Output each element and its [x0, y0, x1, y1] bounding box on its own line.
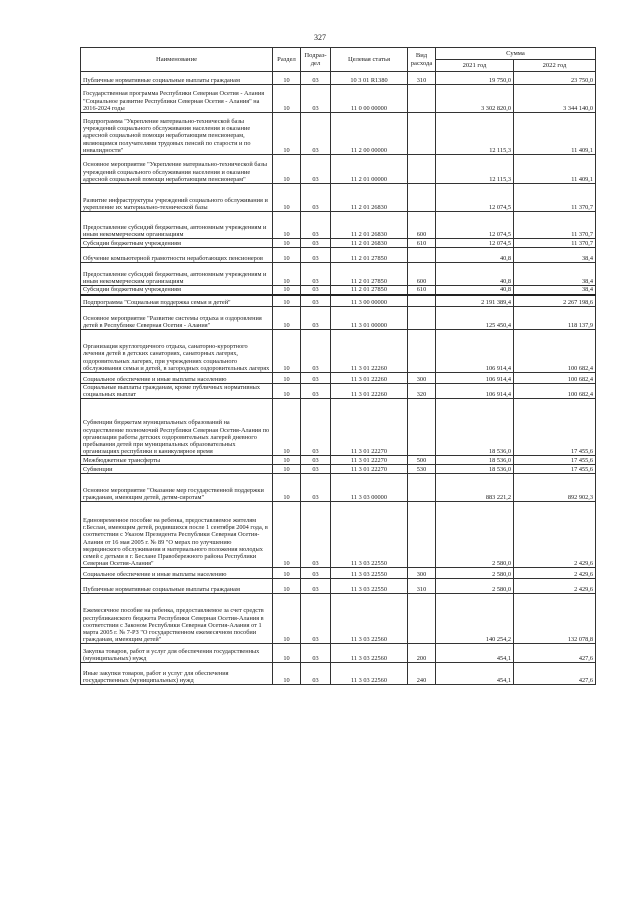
- row-subsection: 03: [301, 594, 331, 644]
- row-amount-2021: 18 536,0: [436, 456, 514, 465]
- row-expense-type: [408, 474, 436, 502]
- page-number: 327: [314, 33, 326, 42]
- row-subsection: 03: [301, 155, 331, 184]
- row-subsection: 03: [301, 113, 331, 155]
- row-expense-type: 240: [408, 663, 436, 685]
- row-name: Публичные нормативные социальные выплаты гражданам: [81, 579, 273, 594]
- table-row: [81, 295, 596, 307]
- row-target: 11 3 01 22260: [331, 373, 408, 384]
- row-subsection: 03: [301, 212, 331, 239]
- row-name: Ежемесячное пособие на ребенка, предоставляемое за счет средств республиканского бюджета Республики Северная Осетия-Алания в соответствии с Законом Республики Северная Осетия-Алания от 1 марта 2005 г. № 7-РЗ "О государственном ежемесячном пособии гражданам, имеющим детей": [81, 594, 273, 644]
- row-amount-2022: 23 750,0: [514, 72, 596, 85]
- row-subsection: 03: [301, 384, 331, 399]
- row-section: 10: [273, 474, 301, 502]
- table-row: [81, 456, 596, 465]
- row-expense-type: 200: [408, 644, 436, 663]
- row-subsection: 03: [301, 85, 331, 113]
- header-year-2022: 2022 год: [514, 60, 596, 72]
- row-name: Иные закупки товаров, работ и услуг для обеспечения государственных (муниципальных) нужд: [81, 663, 273, 685]
- row-amount-2021: 19 750,0: [436, 72, 514, 85]
- header-expense-type: Вид расхода: [408, 48, 436, 72]
- row-amount-2022: 118 137,9: [514, 307, 596, 330]
- row-section: 10: [273, 502, 301, 568]
- header-section: Раздел: [273, 48, 301, 72]
- row-section: 10: [273, 307, 301, 330]
- row-name: Закупка товаров, работ и услуг для обеспечения государственных (муниципальных) нужд: [81, 644, 273, 663]
- header-target: Целевая статья: [331, 48, 408, 72]
- table-row: [81, 502, 596, 568]
- row-subsection: 03: [301, 184, 331, 212]
- row-amount-2022: 38,4: [514, 286, 596, 295]
- row-amount-2021: 125 450,4: [436, 307, 514, 330]
- row-target: 11 3 01 22260: [331, 330, 408, 373]
- table-row: [81, 155, 596, 184]
- row-target: 11 3 01 22270: [331, 399, 408, 456]
- table-row: [81, 239, 596, 248]
- table-body: [81, 72, 596, 685]
- row-amount-2022: 100 682,4: [514, 373, 596, 384]
- row-subsection: 03: [301, 644, 331, 663]
- row-name: Единовременное пособие на ребенка, предоставляемое жителям г.Беслан, имеющим детей, родившихся после 1 сентября 2004 года, в соответствии с Указом Президента Республики Северная Осетия-Алания от 16 мая 2005 г. № 89 "О мерах по улучшению медицинского обслуживания и материального положения молодых семей с детьми в г. Беслане Правобережного района Республики Северная Осетия-Алания": [81, 502, 273, 568]
- row-amount-2022: 427,6: [514, 663, 596, 685]
- table-row: [81, 286, 596, 295]
- row-name: Предоставление субсидий бюджетным, автономным учреждениям и иным некоммерческим организациям: [81, 212, 273, 239]
- row-expense-type: 300: [408, 373, 436, 384]
- row-target: 11 3 01 22270: [331, 456, 408, 465]
- row-target: 11 2 01 26830: [331, 184, 408, 212]
- row-section: 10: [273, 594, 301, 644]
- row-amount-2021: 106 914,4: [436, 330, 514, 373]
- row-subsection: 03: [301, 72, 331, 85]
- row-amount-2022: 892 902,3: [514, 474, 596, 502]
- row-subsection: 03: [301, 502, 331, 568]
- row-section: 10: [273, 155, 301, 184]
- row-subsection: 03: [301, 456, 331, 465]
- row-target: 11 3 00 00000: [331, 295, 408, 307]
- row-amount-2022: 2 429,6: [514, 502, 596, 568]
- row-name: Социальные выплаты гражданам, кроме публичных нормативных социальных выплат: [81, 384, 273, 399]
- row-amount-2021: 40,8: [436, 263, 514, 286]
- row-section: 10: [273, 263, 301, 286]
- row-amount-2021: 12 074,5: [436, 239, 514, 248]
- row-section: 10: [273, 286, 301, 295]
- row-target: 11 2 01 27850: [331, 263, 408, 286]
- row-expense-type: [408, 155, 436, 184]
- row-section: 10: [273, 212, 301, 239]
- table-row: [81, 184, 596, 212]
- table-row: [81, 399, 596, 456]
- row-name: Подпрограмма "Укрепление материально-технической базы учреждений социального обслуживания населения и оказание адресной социальной помощи неработающим пенсионерам, являющимся получателями трудовых пенсий по старости и по инвалидности": [81, 113, 273, 155]
- row-amount-2021: 883 221,2: [436, 474, 514, 502]
- row-section: 10: [273, 663, 301, 685]
- row-subsection: 03: [301, 373, 331, 384]
- row-expense-type: [408, 184, 436, 212]
- table-row: [81, 248, 596, 263]
- row-subsection: 03: [301, 330, 331, 373]
- header-name: Наименование: [81, 48, 273, 72]
- row-amount-2022: 100 682,4: [514, 330, 596, 373]
- row-amount-2022: 17 455,6: [514, 399, 596, 456]
- row-section: 10: [273, 384, 301, 399]
- row-section: 10: [273, 295, 301, 307]
- row-amount-2022: 11 370,7: [514, 184, 596, 212]
- row-section: 10: [273, 248, 301, 263]
- row-target: 11 0 00 00000: [331, 85, 408, 113]
- table-row: [81, 373, 596, 384]
- row-amount-2022: 38,4: [514, 263, 596, 286]
- row-amount-2022: 3 344 140,0: [514, 85, 596, 113]
- table-row: [81, 85, 596, 113]
- row-expense-type: [408, 399, 436, 456]
- row-expense-type: [408, 295, 436, 307]
- row-name: Развитие инфраструктуры учреждений социального обслуживания и укрепление их материально-технической базы: [81, 184, 273, 212]
- row-expense-type: 300: [408, 568, 436, 579]
- header-sum: Сумма: [436, 48, 596, 60]
- row-section: 10: [273, 644, 301, 663]
- table-row: [81, 263, 596, 286]
- row-name: Основное мероприятие "Развитие системы отдыха и оздоровления детей в Республике Северная Осетия - Алания": [81, 307, 273, 330]
- row-expense-type: 610: [408, 286, 436, 295]
- row-subsection: 03: [301, 286, 331, 295]
- row-amount-2021: 2 580,0: [436, 568, 514, 579]
- table-row: [81, 330, 596, 373]
- row-target: 11 3 03 22560: [331, 594, 408, 644]
- row-target: 11 2 01 26830: [331, 239, 408, 248]
- row-section: 10: [273, 72, 301, 85]
- row-target: 11 3 01 22260: [331, 384, 408, 399]
- row-section: 10: [273, 113, 301, 155]
- row-expense-type: [408, 594, 436, 644]
- row-amount-2022: 132 078,8: [514, 594, 596, 644]
- row-name: Социальное обеспечение и иные выплаты населению: [81, 568, 273, 579]
- row-subsection: 03: [301, 295, 331, 307]
- row-amount-2021: 454,1: [436, 663, 514, 685]
- row-expense-type: 310: [408, 72, 436, 85]
- table-row: [81, 594, 596, 644]
- row-expense-type: [408, 307, 436, 330]
- table-row: [81, 465, 596, 474]
- row-name: Межбюджетные трансферты: [81, 456, 273, 465]
- row-name: Социальное обеспечение и иные выплаты населению: [81, 373, 273, 384]
- row-target: 11 2 01 00000: [331, 155, 408, 184]
- row-expense-type: 320: [408, 384, 436, 399]
- row-amount-2022: 2 429,6: [514, 568, 596, 579]
- row-amount-2021: 2 580,0: [436, 502, 514, 568]
- row-amount-2022: 11 409,1: [514, 113, 596, 155]
- row-subsection: 03: [301, 663, 331, 685]
- row-amount-2021: 18 536,0: [436, 399, 514, 456]
- row-amount-2021: 40,8: [436, 286, 514, 295]
- row-amount-2021: 3 302 820,0: [436, 85, 514, 113]
- table-row: [81, 568, 596, 579]
- row-expense-type: 500: [408, 456, 436, 465]
- row-amount-2022: 11 370,7: [514, 212, 596, 239]
- row-subsection: 03: [301, 307, 331, 330]
- row-amount-2021: 2 580,0: [436, 579, 514, 594]
- row-amount-2021: 40,8: [436, 248, 514, 263]
- header-year-2021: 2021 год: [436, 60, 514, 72]
- row-target: 11 3 03 22550: [331, 502, 408, 568]
- row-amount-2022: 17 455,6: [514, 456, 596, 465]
- row-target: 11 3 03 22560: [331, 663, 408, 685]
- row-name: Субсидии бюджетным учреждениям: [81, 286, 273, 295]
- table-row: [81, 579, 596, 594]
- row-subsection: 03: [301, 465, 331, 474]
- row-amount-2022: 17 455,6: [514, 465, 596, 474]
- row-amount-2021: 18 536,0: [436, 465, 514, 474]
- row-amount-2022: 2 267 198,6: [514, 295, 596, 307]
- row-subsection: 03: [301, 474, 331, 502]
- row-amount-2022: 427,6: [514, 644, 596, 663]
- table-row: [81, 212, 596, 239]
- row-section: 10: [273, 184, 301, 212]
- row-amount-2022: 11 409,1: [514, 155, 596, 184]
- row-amount-2021: 12 115,3: [436, 155, 514, 184]
- row-target: 11 3 03 22560: [331, 644, 408, 663]
- row-target: 11 2 01 27850: [331, 286, 408, 295]
- row-section: 10: [273, 456, 301, 465]
- row-name: Обучение компьютерной грамотности неработающих пенсионеров: [81, 248, 273, 263]
- row-section: 10: [273, 465, 301, 474]
- row-amount-2021: 12 074,5: [436, 212, 514, 239]
- table-row: [81, 474, 596, 502]
- row-section: 10: [273, 568, 301, 579]
- row-target: 11 3 03 00000: [331, 474, 408, 502]
- row-section: 10: [273, 373, 301, 384]
- row-amount-2022: 2 429,6: [514, 579, 596, 594]
- row-target: 11 2 00 00000: [331, 113, 408, 155]
- table-row: [81, 113, 596, 155]
- row-expense-type: [408, 502, 436, 568]
- row-section: 10: [273, 85, 301, 113]
- row-expense-type: 600: [408, 263, 436, 286]
- row-subsection: 03: [301, 248, 331, 263]
- row-name: Субсидии бюджетным учреждениям: [81, 239, 273, 248]
- row-name: Основное мероприятие "Оказание мер государственной поддержки гражданам, имеющим детей, детям-сиротам": [81, 474, 273, 502]
- row-section: 10: [273, 239, 301, 248]
- row-subsection: 03: [301, 399, 331, 456]
- row-target: 11 3 01 00000: [331, 307, 408, 330]
- row-amount-2021: 140 254,2: [436, 594, 514, 644]
- row-section: 10: [273, 579, 301, 594]
- row-subsection: 03: [301, 568, 331, 579]
- row-amount-2022: 38,4: [514, 248, 596, 263]
- row-name: Публичные нормативные социальные выплаты гражданам: [81, 72, 273, 85]
- row-section: 10: [273, 399, 301, 456]
- row-amount-2021: 454,1: [436, 644, 514, 663]
- row-target: 11 3 01 22270: [331, 465, 408, 474]
- row-expense-type: 530: [408, 465, 436, 474]
- row-expense-type: 310: [408, 579, 436, 594]
- row-target: 10 3 01 R1380: [331, 72, 408, 85]
- row-subsection: 03: [301, 579, 331, 594]
- row-expense-type: [408, 85, 436, 113]
- table-row: [81, 663, 596, 685]
- table-row: [81, 307, 596, 330]
- row-subsection: 03: [301, 239, 331, 248]
- row-amount-2021: 106 914,4: [436, 373, 514, 384]
- row-name: Субвенции: [81, 465, 273, 474]
- header-subsection: Подраз-дел: [301, 48, 331, 72]
- row-subsection: 03: [301, 263, 331, 286]
- row-target: 11 2 01 26830: [331, 212, 408, 239]
- table-row: [81, 644, 596, 663]
- row-name: Предоставление субсидий бюджетным, автономным учреждениям и иным некоммерческим организациям: [81, 263, 273, 286]
- row-name: Основное мероприятие "Укрепление материально-технической базы учреждений социального обслуживания населения и оказание адресной социальной помощи неработающим пенсионерам": [81, 155, 273, 184]
- table-row: [81, 72, 596, 85]
- row-amount-2021: 2 191 389,4: [436, 295, 514, 307]
- row-name: Организация круглогодичного отдыха, санаторно-курортного лечения детей в детских санаториях, санаторных лагерях, оздоровительных лагерях, при учреждениях социального обслуживания семьи и детей, в загородных оздоровительных лагерях: [81, 330, 273, 373]
- row-name: Субвенции бюджетам муниципальных образований на осуществление полномочий Республики Северная Осетия-Алания по организации работы детских оздоровительных лагерей дневного пребывания детей при муниципальных образовательных организациях республики в каникулярное время: [81, 399, 273, 456]
- row-expense-type: [408, 248, 436, 263]
- row-target: 11 3 03 22550: [331, 579, 408, 594]
- row-expense-type: 600: [408, 212, 436, 239]
- row-name: Подпрограмма "Социальная поддержка семьи и детей": [81, 295, 273, 307]
- budget-table: [80, 47, 596, 685]
- row-expense-type: [408, 113, 436, 155]
- row-amount-2021: 12 115,3: [436, 113, 514, 155]
- row-expense-type: [408, 330, 436, 373]
- row-expense-type: 610: [408, 239, 436, 248]
- table-row: [81, 384, 596, 399]
- row-amount-2022: 11 370,7: [514, 239, 596, 248]
- row-target: 11 3 03 22550: [331, 568, 408, 579]
- row-amount-2021: 12 074,5: [436, 184, 514, 212]
- row-name: Государственная программа Республики Северная Осетия - Алания "Социальное развитие Республики Северная Осетия - Алания" на 2016-2024 годы: [81, 85, 273, 113]
- row-amount-2022: 100 682,4: [514, 384, 596, 399]
- row-amount-2021: 106 914,4: [436, 384, 514, 399]
- row-section: 10: [273, 330, 301, 373]
- row-target: 11 2 01 27850: [331, 248, 408, 263]
